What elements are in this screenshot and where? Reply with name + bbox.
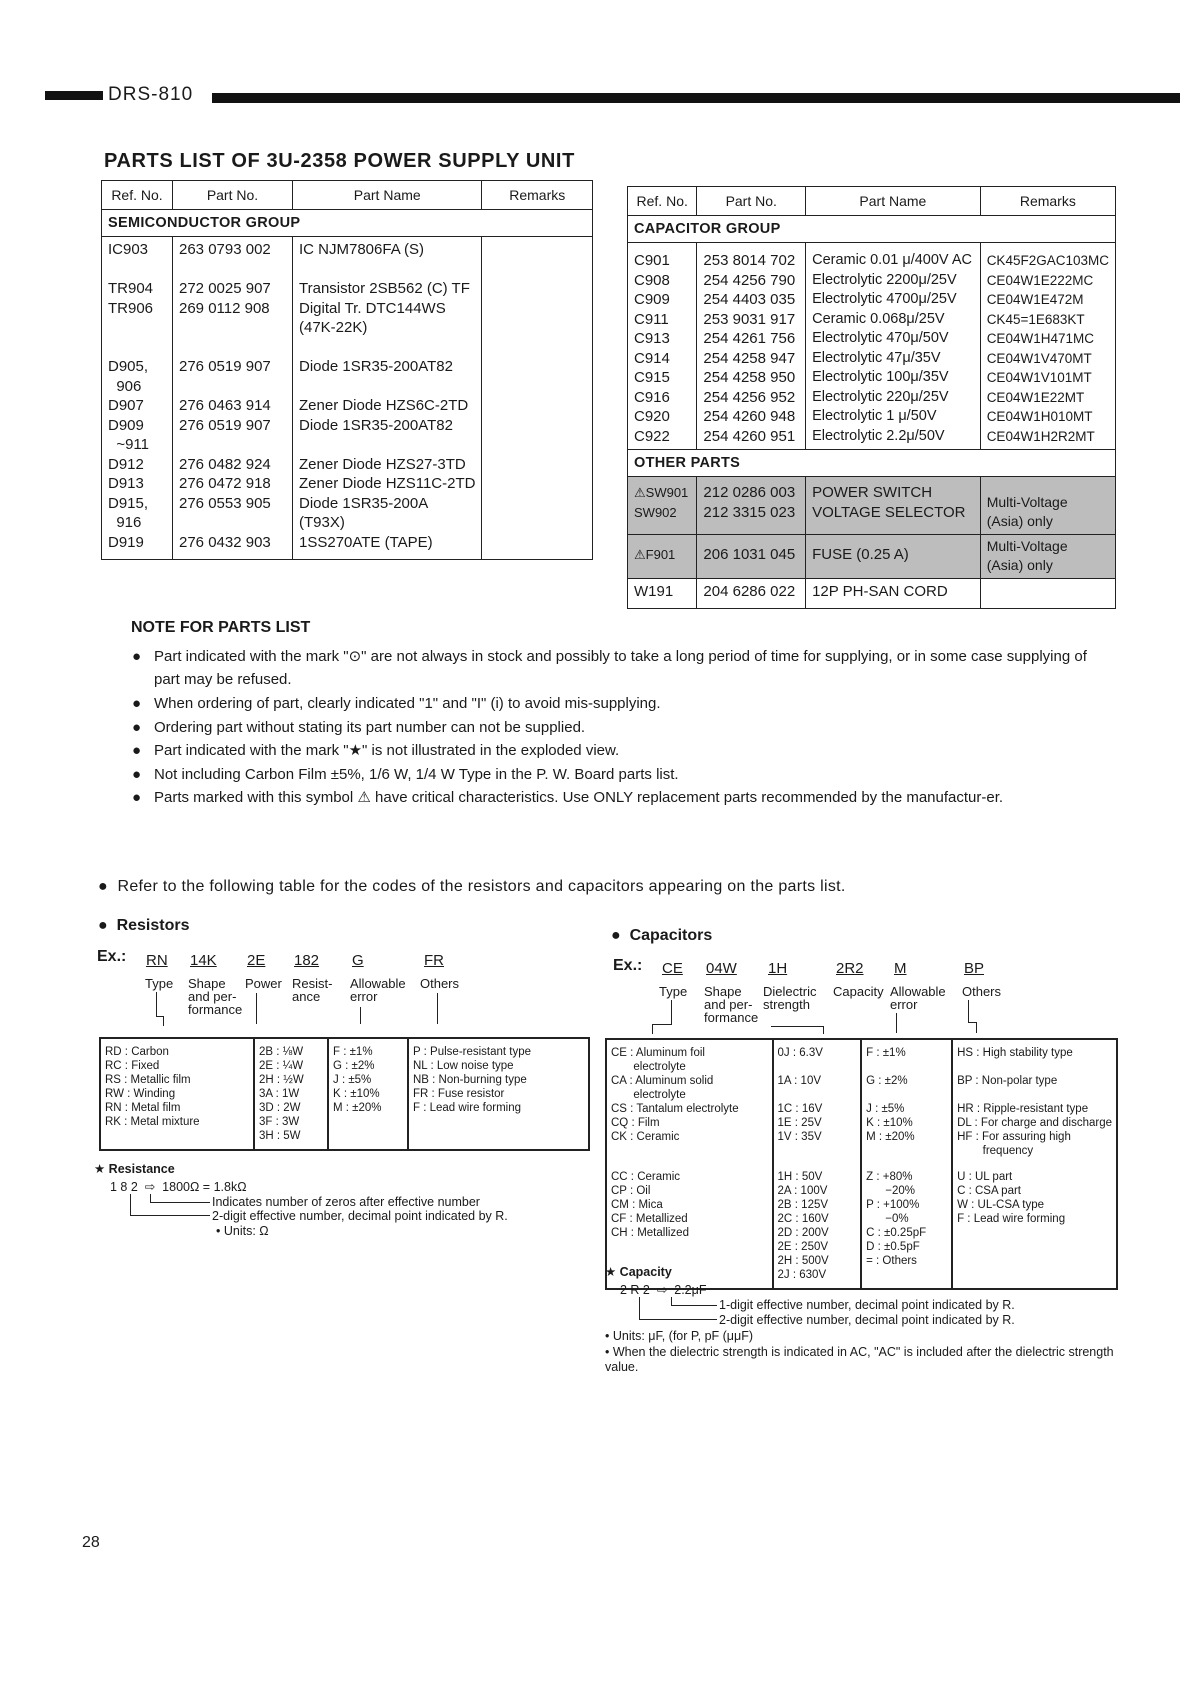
bullet: ● (98, 917, 117, 934)
semiconductor-group-title: SEMICONDUCTOR GROUP (102, 210, 593, 237)
bullet: ● (611, 927, 630, 944)
resistance-note-digits: 2-digit effective number, decimal point indicated by R. (212, 1209, 508, 1223)
other-row-1-remarks: Multi-Voltage (Asia) only (980, 477, 1115, 535)
col-name: Part Name (293, 181, 482, 210)
leader-line (652, 1024, 672, 1025)
capacity-note-one-digit: 1-digit effective number, decimal point indicated by R. (719, 1298, 1015, 1312)
note-text: Parts marked with this symbol ⚠ have critical characteristics. Use ONLY replacement parts recommended by the manufactur-er. (154, 789, 1004, 806)
leader-line (968, 1000, 969, 1022)
bullet: ● (132, 742, 142, 759)
resistor-code-power: 2E (247, 952, 266, 969)
resistor-label-error: Allowable error (350, 976, 406, 1004)
leader-line (639, 1319, 717, 1320)
resistance-example: 1 8 2 ⇨ 1800Ω = 1.8kΩ (110, 1180, 247, 1194)
resistor-code-table (99, 1037, 590, 1151)
other-row-1-ref-text: SW901 SW902 (634, 485, 689, 520)
resistance-units: • Units: Ω (216, 1224, 269, 1238)
other-row-1-name: POWER SWITCH VOLTAGE SELECTOR (806, 477, 981, 535)
header-bar-left (45, 91, 103, 100)
bullet: ● (132, 648, 142, 665)
bullet: ● (132, 695, 142, 712)
col-part: Part No. (697, 187, 806, 216)
other-row-3-name: 12P PH-SAN CORD (806, 579, 981, 609)
leader-line (771, 1026, 824, 1027)
leader-line (360, 1007, 361, 1024)
semiconductor-parts-table (101, 180, 593, 560)
capacitor-other-codes-b: U : UL part C : CSA part W : UL-CSA type F : Lead wire forming (957, 1171, 1066, 1225)
spacer (611, 1144, 768, 1170)
capacitor-other-codes (952, 1039, 1117, 1289)
other-row-2-name: FUSE (0.25 A) (806, 535, 981, 579)
resistor-code-error: G (352, 952, 364, 969)
col-ref: Ref. No. (628, 187, 697, 216)
semiconductor-part-names: IC NJM7806FA (S) Transistor 2SB562 (C) TF Digital Tr. DTC144WS (47K-22K) Diode 1SR35-200AT82 Zener Diode HZS6C-2TD Diode 1SR35-200AT82 Zener Diode HZS27-3TD Zener Diode HZS11C-2TD Diode 1SR35-200A (T93X) 1SS270ATE (TAPE) (293, 237, 482, 560)
resistor-label-type: Type (145, 976, 174, 991)
bullet: ● (132, 766, 142, 783)
capacitor-voltage-codes (773, 1039, 862, 1289)
resistors-ex-label: Ex.: (97, 948, 127, 965)
spacer (957, 1158, 1112, 1170)
other-row-3-ref: W191 (628, 579, 697, 609)
resistors-title (98, 917, 189, 935)
capacity-ac-note: • When the dielectric strength is indicated in AC, "AC" is included after the dielectric strength value. (605, 1345, 1114, 1374)
spacer (778, 1144, 857, 1170)
col-remarks: Remarks (980, 187, 1115, 216)
resistance-title: ★ Resistance (94, 1162, 175, 1176)
resistor-label-power: Power (245, 976, 282, 991)
col-part: Part No. (173, 181, 293, 210)
capacity-example: 2 R 2 ⇨ 2.2μF (620, 1283, 707, 1297)
capacitor-code-table (605, 1038, 1118, 1290)
note-text: Ordering part without stating its part number can not be supplied. (154, 719, 586, 736)
resistor-code-resistance: 182 (294, 952, 320, 969)
capacitor-code-type: CE (662, 960, 683, 977)
capacitor-refs: C901 C908 C909 C911 C913 C914 C915 C916 C920 C922 (628, 243, 697, 450)
semiconductor-refs: IC903 TR904 TR906 D905, 906 D907 D909 ~911 D912 D913 D915, 916 D919 (102, 237, 173, 560)
capacitor-error-codes (861, 1039, 952, 1289)
semiconductor-part-numbers: 263 0793 002 272 0025 907 269 0112 908 276 0519 907 276 0463 914 276 0519 907 276 0482 924 276 0472 918 276 0553 905 276 0432 903 (173, 237, 293, 560)
other-row-3-part: 204 6286 022 (697, 579, 806, 609)
spacer (866, 1144, 947, 1170)
capacitor-label-type: Type (659, 984, 688, 999)
semiconductor-remarks (482, 237, 593, 560)
leader-line (437, 993, 438, 1024)
resistance-note-zeros: Indicates number of zeros after effective number (212, 1195, 480, 1209)
capacity-title: ★ Capacity (605, 1265, 672, 1279)
note-item (132, 645, 1112, 691)
capacitor-code-capacity: 2R2 (836, 960, 864, 977)
other-row-1-ref (628, 477, 697, 535)
capacitor-label-dielectric: Dielectric strength (763, 984, 817, 1012)
col-name: Part Name (806, 187, 981, 216)
leader-line (896, 1013, 897, 1033)
capacity-units: • Units: μF, (for P, pF (μμF) (605, 1329, 753, 1343)
leader-line (671, 1000, 672, 1024)
note-text: Not including Carbon Film ±5%, 1/6 W, 1/4 W Type in the P. W. Board parts list. (154, 766, 679, 783)
resistor-label-shape: Shape and per- formance (188, 976, 243, 1017)
capacitor-part-names: Ceramic 0.01 μ/400V AC Electrolytic 2200μ/25V Electrolytic 4700μ/25V Ceramic 0.068μ/25V Electrolytic 470μ/50V Electrolytic 47μ/35V Electrolytic 100μ/35V Electrolytic 220μ/25V Electrolytic 1 μ/50V Electrolytic 2.2μ/50V (806, 243, 981, 450)
capacitor-remarks: CK45F2GAC103MC CE04W1E222MC CE04W1E472M CK45=1E683KT CE04W1H471MC CE04W1V470MT CE04W1V101MT CE04W1E22MT CE04W1H010MT CE04W1H2R2MT (980, 243, 1115, 450)
leader-line (150, 1202, 210, 1203)
resistor-power-codes: 2B : ⅛W 2E : ¼W 2H : ½W 3A : 1W 3D : 2W 3F : 3W 3H : 5W (254, 1038, 328, 1150)
note-text: When ordering of part, clearly indicated "1" and "I" (i) to avoid mis-supplying. (154, 695, 661, 712)
capacitor-parts-table (627, 186, 1116, 609)
leader-line (130, 1215, 210, 1216)
capacitor-code-others: BP (964, 960, 985, 977)
resistor-label-others: Others (420, 976, 460, 991)
capacitor-label-shape: Shape and per- formance (704, 984, 759, 1025)
header-bar-right (212, 93, 1180, 103)
capacitors-title-text: Capacitors (629, 927, 713, 944)
other-row-2-part: 206 1031 045 (697, 535, 806, 579)
model-name: DRS-810 (108, 84, 194, 105)
capacitor-error-codes-b: Z : +80% −20% P : +100% −0% C : ±0.25pF D : ±0.5pF = : Others (866, 1171, 927, 1267)
resistor-type-codes: RD : Carbon RC : Fixed RS : Metallic film RW : Winding RN : Metal film RK : Metal mixture (100, 1038, 254, 1150)
leader-line (156, 992, 157, 1016)
page-number: 28 (82, 1534, 100, 1551)
resistor-error-codes: F : ±1% G : ±2% J : ±5% K : ±10% M : ±20% (328, 1038, 408, 1150)
note-item (132, 692, 1112, 715)
bullet: ● (132, 719, 142, 736)
capacitor-other-codes-a: HS : High stability type BP : Non-polar type HR : Ripple-resistant type DL : For charge and discharge HF : For assuring high frequency (957, 1047, 1112, 1157)
capacitor-label-capacity: Capacity (833, 984, 884, 999)
leader-line (639, 1297, 640, 1320)
capacitor-voltage-codes-a: 0J : 6.3V 1A : 10V 1C : 16V 1E : 25V 1V : 35V (777, 1047, 823, 1143)
capacitor-voltage-codes-b: 1H : 50V 2A : 100V 2B : 125V 2C : 160V 2D : 200V 2E : 250V 2H : 500V 2J : 630V (777, 1171, 829, 1281)
bullet: ● (132, 789, 142, 806)
other-row-1-part: 212 0286 003 212 3315 023 (697, 477, 806, 535)
note-text: Part indicated with the mark "⊙" are not always in stock and possibly to take a long period of time for supplying, or in some case supplying of part may be refused. (154, 648, 1087, 688)
page-title: PARTS LIST OF 3U-2358 POWER SUPPLY UNIT (104, 150, 575, 172)
note-item (132, 716, 1112, 739)
capacitor-code-error: M (894, 960, 907, 977)
col-ref: Ref. No. (102, 181, 173, 210)
capacitor-part-numbers: 253 8014 702 254 4256 790 254 4403 035 253 9031 917 254 4261 756 254 4258 947 254 4258 950 254 4256 952 254 4260 948 254 4260 951 (697, 243, 806, 450)
capacitor-type-codes-a: CE : Aluminum foil electrolyte CA : Aluminum solid electrolyte CS : Tantalum electrolyte CQ : Film CK : Ceramic (611, 1047, 739, 1143)
note-item (132, 763, 1112, 786)
note-item (132, 739, 1112, 762)
note-item (132, 786, 1112, 809)
leader-line (130, 1194, 131, 1216)
capacity-note-two-digit: 2-digit effective number, decimal point indicated by R. (719, 1313, 1015, 1327)
notes-title: NOTE FOR PARTS LIST (131, 619, 311, 636)
capacitor-error-codes-a: F : ±1% G : ±2% J : ±5% K : ±10% M : ±20% (866, 1047, 915, 1143)
other-row-3-remarks (980, 579, 1115, 609)
col-remarks: Remarks (482, 181, 593, 210)
resistor-label-resistance: Resist- ance (292, 976, 333, 1004)
capacitor-type-codes (606, 1039, 773, 1289)
other-group-title: OTHER PARTS (628, 450, 1116, 477)
leader-line (150, 1194, 151, 1202)
capacitor-code-dielectric: 1H (768, 960, 788, 977)
capacitor-code-shape: 04W (706, 960, 737, 977)
leader-line (976, 1022, 977, 1033)
resistor-code-others: FR (424, 952, 444, 969)
leader-line (652, 1024, 653, 1034)
refer-text: Refer to the following table for the codes of the resistors and capacitors appearing on the parts list. (117, 878, 846, 895)
leader-line (671, 1297, 672, 1305)
bullet: ● (98, 878, 118, 895)
capacitor-label-others: Others (962, 984, 1002, 999)
leader-line (671, 1305, 717, 1306)
resistor-other-codes: P : Pulse-resistant type NL : Low noise type NB : Non-burning type FR : Fuse resistor F : Lead wire forming (408, 1038, 589, 1150)
capacitors-ex-label: Ex.: (613, 957, 643, 974)
other-row-2-remarks: Multi-Voltage (Asia) only (980, 535, 1115, 579)
leader-line (256, 993, 257, 1024)
resistor-code-type: RN (146, 952, 168, 969)
capacitor-group-title: CAPACITOR GROUP (628, 216, 1116, 243)
capacitor-type-codes-b: CC : Ceramic CP : Oil CM : Mica CF : Metallized CH : Metallized (611, 1171, 689, 1239)
leader-line (163, 1016, 164, 1026)
warning-icon: ⚠ (634, 485, 646, 500)
other-row-2-ref (628, 535, 697, 579)
note-text: Part indicated with the mark "★" is not illustrated in the exploded view. (154, 742, 620, 759)
other-row-2-ref-text: F901 (645, 547, 676, 562)
warning-icon: ⚠ (634, 547, 646, 562)
capacitors-title (611, 927, 712, 945)
resistors-title-text: Resistors (116, 917, 190, 934)
leader-line (823, 1026, 824, 1034)
refer-line (98, 878, 846, 896)
resistor-code-shape: 14K (190, 952, 217, 969)
capacitor-label-error: Allowable error (890, 984, 946, 1012)
